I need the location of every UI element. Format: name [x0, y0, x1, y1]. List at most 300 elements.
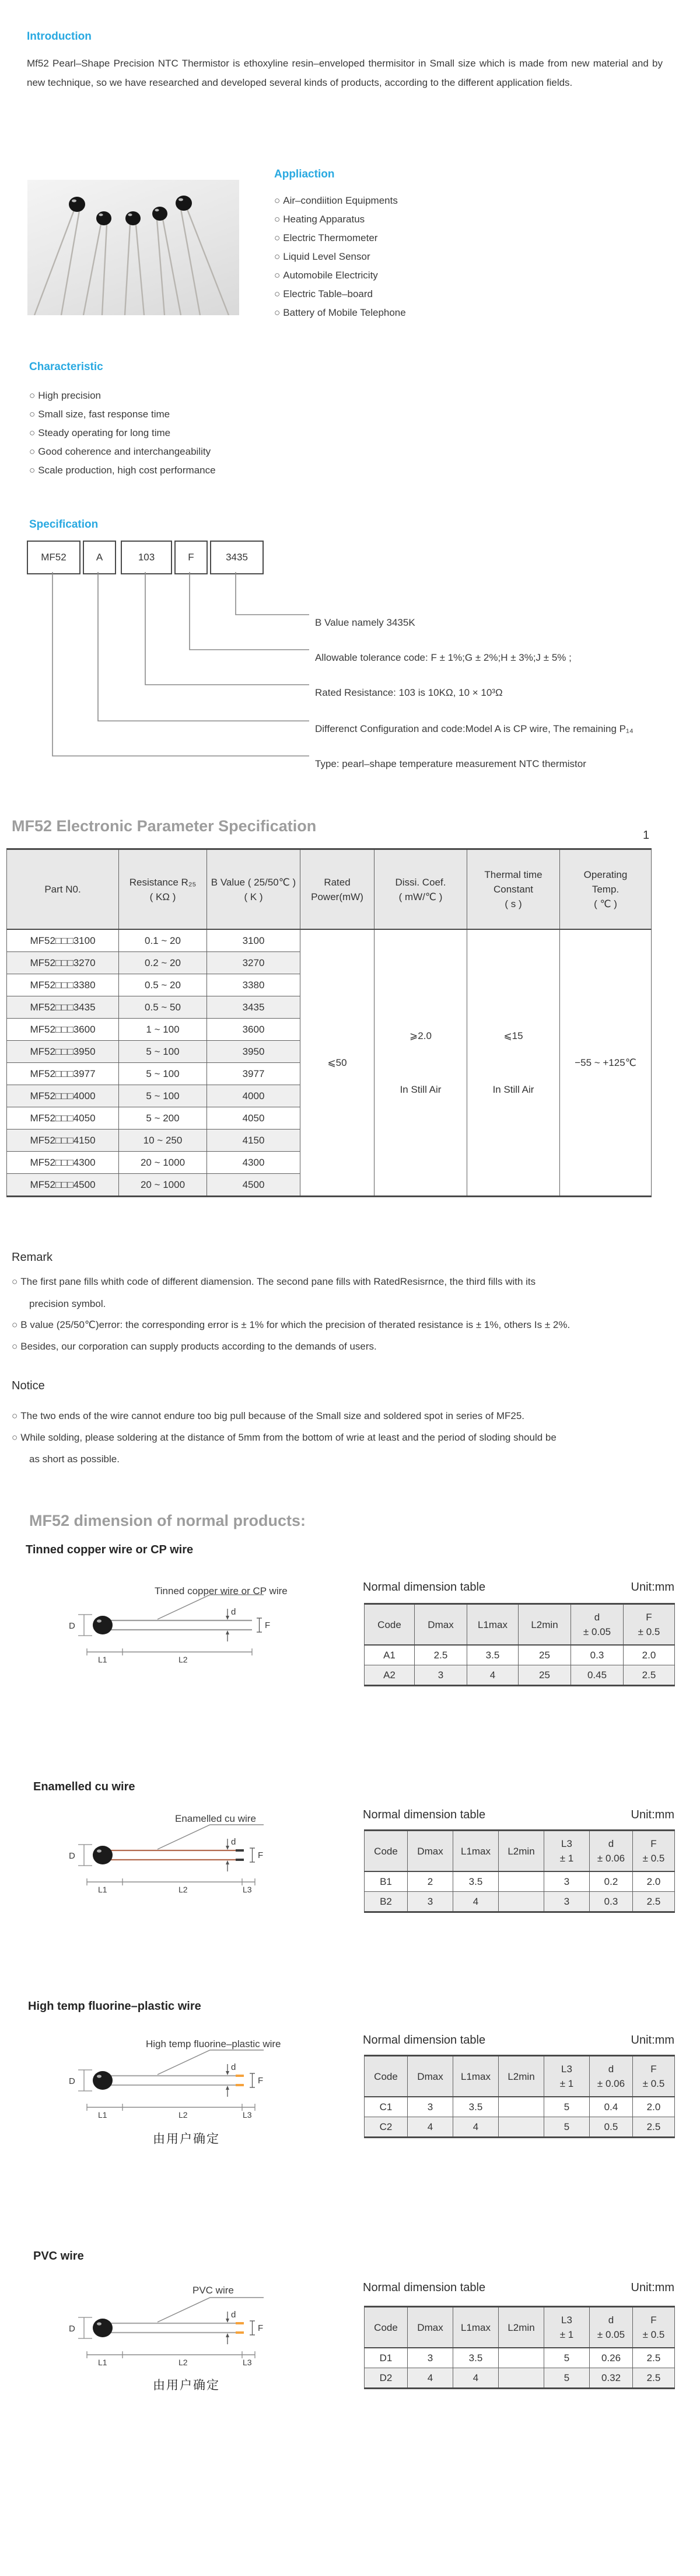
parameter-row	[7, 929, 652, 952]
part-code-box: A	[83, 541, 116, 574]
dimension-row	[365, 2368, 675, 2389]
column-header-line: ± 0.06	[597, 2078, 625, 2089]
dimension-cell: 2.0	[633, 1871, 675, 1892]
column-header-line: ± 1	[559, 2078, 574, 2089]
column-header	[544, 1831, 590, 1872]
dimension-row	[365, 1892, 675, 1912]
merged-operating-temp: −55 ~ +125℃	[560, 929, 652, 1197]
parameter-cell: MF52□□□3950	[7, 1041, 119, 1063]
dimension-cell: 4	[467, 1665, 519, 1686]
dimension-cell: 5	[544, 2117, 590, 2138]
circle-bullet-icon: ○	[29, 390, 36, 401]
dimension-cell: 2.5	[633, 2348, 675, 2368]
column-header	[408, 1831, 453, 1872]
parameter-cell: 5 ~ 100	[119, 1041, 207, 1063]
dimension-cell	[499, 2117, 544, 2138]
svg-text:d: d	[231, 2310, 236, 2320]
dimension-table-container	[364, 2055, 675, 2138]
column-header	[571, 1604, 624, 1646]
dimension-row	[365, 2348, 675, 2368]
dimension-cell: 3	[415, 1665, 467, 1686]
parameter-cell: MF52□□□3380	[7, 974, 119, 996]
dimension-cell	[499, 1871, 544, 1892]
column-header-line: ( K )	[244, 891, 263, 902]
characteristic-item	[29, 427, 170, 439]
column-header	[119, 849, 207, 930]
dimension-row	[365, 2097, 675, 2117]
intro-paragraph: Mf52 Pearl–Shape Precision NTC Thermistor is ethoxyline resin–enveloped thermisitor in Small size which is made from new material and by new technique, so we have researched and developed several kinds of products, according to the different application fields.	[27, 58, 663, 88]
parameter-cell: 5 ~ 100	[119, 1085, 207, 1107]
column-header-line: L2min	[508, 2321, 535, 2333]
column-header-line: L2min	[508, 1845, 535, 1857]
application-item-label: Electric Thermometer	[283, 232, 378, 243]
parameter-cell: MF52□□□4000	[7, 1085, 119, 1107]
application-item	[274, 270, 378, 281]
dimension-cell: 25	[519, 1645, 571, 1665]
dimension-table-container	[364, 1603, 675, 1686]
spec-annotation: Allowable tolerance code: F ± 1%;G ± 2%;H ± 3%;J ± 5% ;	[315, 652, 572, 663]
parameter-cell: MF52□□□4300	[7, 1152, 119, 1174]
part-code-box: 103	[121, 541, 172, 574]
spec-annotation: Differenct Configuration and code:Model A is CP wire, The remaining P₁₄	[315, 723, 634, 734]
dimension-cell: 2.5	[633, 2117, 675, 2138]
circle-bullet-icon: ○	[29, 409, 36, 420]
column-header-line: ( s )	[505, 898, 522, 909]
application-item	[274, 195, 398, 207]
thermal-value: ⩽15	[503, 1030, 523, 1041]
characteristic-item-label: High precision	[38, 390, 102, 401]
parameter-cell: 4150	[207, 1130, 300, 1152]
characteristic-item	[29, 446, 211, 458]
thermistor-dimension-diagram	[35, 2272, 362, 2380]
dimension-cell: 4	[408, 2368, 453, 2389]
column-header	[408, 2307, 453, 2348]
column-header	[560, 849, 652, 930]
column-header	[590, 2056, 633, 2097]
characteristic-item	[29, 409, 170, 420]
parameter-cell: 5 ~ 200	[119, 1107, 207, 1130]
notice-item	[12, 1432, 556, 1444]
parameter-cell: 0.5 ~ 20	[119, 974, 207, 996]
svg-text:D: D	[69, 1621, 75, 1631]
dimension-cell: C1	[365, 2097, 408, 2117]
thermistor-dimension-diagram	[35, 1569, 362, 1677]
dimension-cell: 4	[408, 2117, 453, 2138]
column-header-line: Part N0.	[44, 884, 81, 895]
application-item-label: Air–condiition Equipments	[283, 195, 398, 206]
application-item	[274, 214, 365, 225]
column-header-line: ± 0.05	[597, 2329, 625, 2340]
dimension-table	[364, 2306, 675, 2389]
dissipation-note: In Still Air	[400, 1083, 442, 1095]
parameter-cell: 3380	[207, 974, 300, 996]
column-header-line: Thermal time	[484, 869, 542, 880]
notice-item-continuation: as short as possible.	[29, 1453, 120, 1465]
remark-item-text: The first pane fills whith code of different diamension. The second pane fills with RatedResisrnce, the third fills with its	[20, 1276, 536, 1287]
thermal-note: In Still Air	[492, 1083, 534, 1095]
dimension-cell: 2.0	[624, 1645, 675, 1665]
parameter-cell: 3100	[207, 929, 300, 952]
svg-text:D: D	[69, 2324, 75, 2334]
parameter-cell: MF52□□□4150	[7, 1130, 119, 1152]
column-header-line: Dmax	[417, 2321, 443, 2333]
dimension-table	[364, 1829, 675, 1913]
column-header	[590, 1831, 633, 1872]
dimension-cell: 3.5	[453, 2097, 499, 2117]
dimension-cell: 3	[544, 1892, 590, 1912]
dimension-cell: A1	[365, 1645, 415, 1665]
dimension-cell: 4	[453, 1892, 499, 1912]
column-header-line: Resistance R₂₅	[129, 876, 197, 888]
column-header-line: L1max	[460, 1845, 491, 1857]
column-header-line: ± 1	[559, 1853, 574, 1864]
application-item-label: Liquid Level Sensor	[283, 251, 370, 262]
dimension-cell	[499, 2097, 544, 2117]
dimension-cell: 3	[544, 1871, 590, 1892]
dimension-cell: 0.4	[590, 2097, 633, 2117]
column-header	[633, 2307, 675, 2348]
column-header-line: ( ℃ )	[594, 898, 617, 909]
characteristic-item	[29, 390, 101, 402]
unit-label: Unit:mm	[631, 2034, 674, 2047]
dimension-table-container	[364, 2306, 675, 2389]
dimension-cell: B2	[365, 1892, 408, 1912]
circle-bullet-icon: ○	[274, 232, 281, 243]
thermistor-photo	[27, 180, 239, 315]
dimension-cell: D2	[365, 2368, 408, 2389]
column-header-line: Rated	[324, 876, 351, 888]
column-header-line: Dmax	[428, 1619, 454, 1630]
column-header-line: L2min	[508, 2070, 535, 2082]
column-header-line: ± 0.5	[642, 2329, 665, 2340]
svg-text:F: F	[258, 2076, 264, 2086]
dimension-drawing	[35, 2024, 362, 2129]
svg-text:d: d	[231, 2062, 236, 2072]
circle-bullet-icon: ○	[29, 465, 36, 476]
column-header-line: F	[650, 1838, 657, 1849]
dimension-cell: 4	[453, 2368, 499, 2389]
parameter-cell: 4300	[207, 1152, 300, 1174]
svg-text:F: F	[265, 1620, 271, 1630]
column-header-line: Code	[377, 1619, 401, 1630]
column-header	[415, 1604, 467, 1646]
dimension-cell: 3	[408, 2348, 453, 2368]
dimension-table	[364, 2055, 675, 2138]
parameter-cell: 0.1 ~ 20	[119, 929, 207, 952]
circle-bullet-icon: ○	[12, 1319, 18, 1330]
dimension-cell: 0.2	[590, 1871, 633, 1892]
parameter-cell: 5 ~ 100	[119, 1063, 207, 1085]
dimension-table-container	[364, 1829, 675, 1913]
svg-text:F: F	[258, 1850, 264, 1860]
column-header-line: L3	[561, 2314, 572, 2326]
column-header-line: L1max	[477, 1619, 508, 1630]
dimension-row	[365, 1665, 675, 1686]
column-header	[365, 1831, 408, 1872]
column-header	[300, 849, 374, 930]
column-header-line: ± 0.5	[642, 1853, 665, 1864]
diagram-label: PVC wire	[192, 2285, 234, 2296]
dimension-table	[364, 1603, 675, 1686]
user-defined-note: 由用户确定	[153, 2132, 220, 2146]
parameter-cell: 10 ~ 250	[119, 1130, 207, 1152]
parameter-cell: 3950	[207, 1041, 300, 1063]
column-header	[467, 1604, 519, 1646]
dimension-header-row	[365, 1604, 675, 1646]
parameter-cell: 4500	[207, 1174, 300, 1197]
section-title-fluorine-wire: High temp fluorine–plastic wire	[28, 2000, 201, 2013]
column-header-line: F	[650, 2063, 657, 2075]
diagram-label: Tinned copper wire or CP wire	[155, 1585, 288, 1597]
notice-item-text: The two ends of the wire cannot endure too big pull because of the Small size and soldered spot in series of MF25.	[20, 1410, 525, 1421]
thermistor-dimension-diagram	[35, 2024, 362, 2132]
column-header	[590, 2307, 633, 2348]
column-header	[365, 2307, 408, 2348]
column-header-line: Code	[374, 2321, 398, 2333]
application-item	[274, 232, 377, 244]
thermistor-photo-image	[27, 180, 239, 315]
part-code-box: MF52	[27, 541, 80, 574]
parameter-cell: 20 ~ 1000	[119, 1174, 207, 1197]
dimension-drawing	[35, 1799, 362, 1904]
diagram-label: High temp fluorine–plastic wire	[146, 2038, 281, 2049]
svg-text:L3: L3	[243, 2110, 252, 2120]
dimension-cell: 3.5	[453, 1871, 499, 1892]
dimension-cell: A2	[365, 1665, 415, 1686]
dimension-row	[365, 1871, 675, 1892]
column-header-line: L3	[561, 2063, 572, 2075]
column-header-line: Dissi. Coef.	[395, 876, 446, 888]
dimension-cell: 4	[453, 2117, 499, 2138]
circle-bullet-icon: ○	[274, 307, 281, 318]
column-header	[453, 2056, 499, 2097]
dimension-table-title: Normal dimension table	[363, 2281, 486, 2294]
column-header	[7, 849, 119, 930]
column-header-line: B Value ( 25/50℃ )	[211, 876, 296, 888]
application-item	[274, 251, 370, 263]
dimension-cell: 5	[544, 2368, 590, 2389]
column-header	[453, 1831, 499, 1872]
circle-bullet-icon: ○	[274, 214, 281, 225]
parameter-header-row	[7, 849, 652, 930]
dimension-cell: B1	[365, 1871, 408, 1892]
circle-bullet-icon: ○	[29, 427, 36, 438]
circle-bullet-icon: ○	[274, 251, 281, 262]
remark-item	[12, 1341, 377, 1353]
dimension-header-row	[365, 2307, 675, 2348]
parameter-cell: MF52□□□3600	[7, 1019, 119, 1041]
column-header	[633, 2056, 675, 2097]
section-title-enamelled-wire: Enamelled cu wire	[33, 1780, 135, 1793]
parameter-cell: 3977	[207, 1063, 300, 1085]
notice-heading: Notice	[12, 1379, 45, 1392]
dimension-drawing	[35, 2272, 362, 2377]
dimension-cell: 3	[408, 2097, 453, 2117]
dimension-cell: 0.26	[590, 2348, 633, 2368]
column-header	[453, 2307, 499, 2348]
unit-label: Unit:mm	[631, 2281, 674, 2294]
parameter-cell: MF52□□□3977	[7, 1063, 119, 1085]
notice-item	[12, 1410, 524, 1422]
column-header-line: Operating	[583, 869, 628, 880]
dimension-table-title: Normal dimension table	[363, 2034, 486, 2047]
remark-item-continuation: precision symbol.	[29, 1298, 106, 1309]
parameter-cell: 3270	[207, 952, 300, 974]
column-header	[499, 1831, 544, 1872]
dimension-cell: 2.5	[415, 1645, 467, 1665]
dimension-cell: 2	[408, 1871, 453, 1892]
parameter-table	[6, 848, 652, 1197]
column-header-line: L2min	[531, 1619, 558, 1630]
svg-text:L3: L3	[243, 2358, 252, 2367]
application-heading: Appliaction	[274, 168, 335, 180]
unit-label: Unit:mm	[631, 1581, 674, 1594]
remark-heading: Remark	[12, 1251, 53, 1264]
remark-item-text: B value (25/50℃)error: the corresponding error is ± 1% for which the precision of therated resistance is ± 1%, others Is ± 2%.	[20, 1319, 570, 1330]
dimension-cell: 0.32	[590, 2368, 633, 2389]
dimensions-heading: MF52 dimension of normal products:	[29, 1512, 306, 1529]
column-header-line: Dmax	[417, 1845, 443, 1857]
characteristic-item-label: Scale production, high cost performance	[38, 465, 216, 476]
column-header	[624, 1604, 675, 1646]
parameter-cell: MF52□□□4500	[7, 1174, 119, 1197]
dimension-cell: 5	[544, 2097, 590, 2117]
unit-label: Unit:mm	[631, 1808, 674, 1821]
column-header-line: L1max	[460, 2070, 491, 2082]
section-title-pvc-wire: PVC wire	[33, 2250, 84, 2263]
parameter-cell: MF52□□□3435	[7, 996, 119, 1019]
circle-bullet-icon: ○	[274, 270, 281, 281]
thermistor-dimension-diagram	[35, 1799, 362, 1907]
dimension-table-title: Normal dimension table	[363, 1808, 486, 1821]
dimension-cell: 0.5	[590, 2117, 633, 2138]
notice-item-text: While solding, please soldering at the distance of 5mm from the bottom of wrie at least and the period of sloding should be	[20, 1432, 556, 1443]
application-item-label: Battery of Mobile Telephone	[283, 307, 406, 318]
spec-annotation: Rated Resistance: 103 is 10KΩ, 10 × 10³Ω	[315, 687, 503, 698]
column-header-line: ± 0.06	[597, 1853, 625, 1864]
remark-item	[12, 1276, 536, 1288]
part-code-box: F	[174, 541, 208, 574]
spec-connector-lines	[0, 572, 700, 771]
application-item-label: Heating Apparatus	[283, 214, 365, 225]
svg-text:L1: L1	[98, 1655, 107, 1664]
circle-bullet-icon: ○	[12, 1276, 18, 1287]
specification-heading: Specification	[29, 518, 99, 531]
dimension-cell: 5	[544, 2348, 590, 2368]
dimension-table-title: Normal dimension table	[363, 1581, 486, 1594]
intro-heading: Introduction	[27, 30, 92, 43]
circle-bullet-icon: ○	[274, 288, 281, 299]
column-header-line: Temp.	[592, 884, 620, 895]
spec-annotation: B Value namely 3435K	[315, 617, 415, 628]
column-header	[374, 849, 467, 930]
svg-text:L1: L1	[98, 2110, 107, 2120]
column-header-line: d	[608, 1838, 614, 1849]
column-header	[544, 2056, 590, 2097]
application-item	[274, 307, 406, 319]
svg-text:L2: L2	[178, 2110, 188, 2120]
merged-thermal-constant	[467, 929, 560, 1197]
column-header-line: ± 1	[559, 2329, 574, 2340]
column-header-line: d	[608, 2063, 614, 2075]
parameter-cell: 3600	[207, 1019, 300, 1041]
characteristic-heading: Characteristic	[29, 361, 103, 373]
column-header	[519, 1604, 571, 1646]
column-header-line: ( KΩ )	[149, 891, 176, 902]
column-header	[207, 849, 300, 930]
column-header-line: d	[608, 2314, 614, 2326]
part-code-box: 3435	[210, 541, 264, 574]
dimension-header-row	[365, 2056, 675, 2097]
dimension-row	[365, 1645, 675, 1665]
application-item-label: Automobile Electricity	[283, 270, 378, 281]
dimension-cell: 3.5	[467, 1645, 519, 1665]
parameter-cell: MF52□□□4050	[7, 1107, 119, 1130]
dimension-header-row	[365, 1831, 675, 1872]
dimension-cell: C2	[365, 2117, 408, 2138]
parameter-cell: 1 ~ 100	[119, 1019, 207, 1041]
column-header	[633, 1831, 675, 1872]
svg-text:F: F	[258, 2323, 264, 2333]
characteristic-item-label: Steady operating for long time	[38, 427, 171, 438]
circle-bullet-icon: ○	[12, 1432, 18, 1443]
column-header-line: L1max	[460, 2321, 491, 2333]
parameter-cell: 4000	[207, 1085, 300, 1107]
characteristic-item-label: Small size, fast response time	[38, 409, 170, 420]
dimension-cell: 0.45	[571, 1665, 624, 1686]
dimension-cell: 2.5	[624, 1665, 675, 1686]
svg-text:L2: L2	[178, 2358, 188, 2367]
column-header-line: Code	[374, 2070, 398, 2082]
dimension-cell: 25	[519, 1665, 571, 1686]
dimension-cell: 2.5	[633, 2368, 675, 2389]
dimension-cell: 3.5	[453, 2348, 499, 2368]
remark-item-text: Besides, our corporation can supply products according to the demands of users.	[20, 1341, 377, 1352]
circle-bullet-icon: ○	[274, 195, 281, 206]
dimension-cell: 3	[408, 1892, 453, 1912]
column-header	[467, 849, 560, 930]
parameter-heading: MF52 Electronic Parameter Specification	[12, 817, 317, 835]
svg-text:D: D	[69, 1851, 75, 1861]
circle-bullet-icon: ○	[12, 1341, 18, 1352]
svg-text:d: d	[231, 1607, 236, 1617]
parameter-cell: MF52□□□3270	[7, 952, 119, 974]
svg-text:D: D	[69, 2076, 75, 2086]
dimension-drawing	[35, 1569, 362, 1674]
column-header-line: Constant	[493, 884, 534, 895]
svg-text:L2: L2	[178, 1885, 188, 1894]
application-item	[274, 288, 373, 300]
parameter-cell: 20 ~ 1000	[119, 1152, 207, 1174]
circle-bullet-icon: ○	[12, 1410, 18, 1421]
characteristic-item	[29, 465, 216, 476]
application-item-label: Electric Table–board	[283, 288, 373, 299]
characteristic-item-label: Good coherence and interchangeability	[38, 446, 211, 457]
dimension-row	[365, 2117, 675, 2138]
dimension-cell	[499, 1892, 544, 1912]
column-header-line: d	[594, 1612, 600, 1623]
column-header	[499, 2056, 544, 2097]
parameter-cell: 3435	[207, 996, 300, 1019]
column-header-line: F	[650, 2314, 657, 2326]
column-header-line: Dmax	[417, 2070, 443, 2082]
column-header-line: ± 0.5	[642, 2078, 665, 2089]
diagram-label: Enamelled cu wire	[175, 1813, 256, 1824]
circle-bullet-icon: ○	[29, 446, 36, 457]
column-header-line: ± 0.5	[638, 1626, 660, 1637]
parameter-cell: MF52□□□3100	[7, 929, 119, 952]
dimension-cell	[499, 2348, 544, 2368]
